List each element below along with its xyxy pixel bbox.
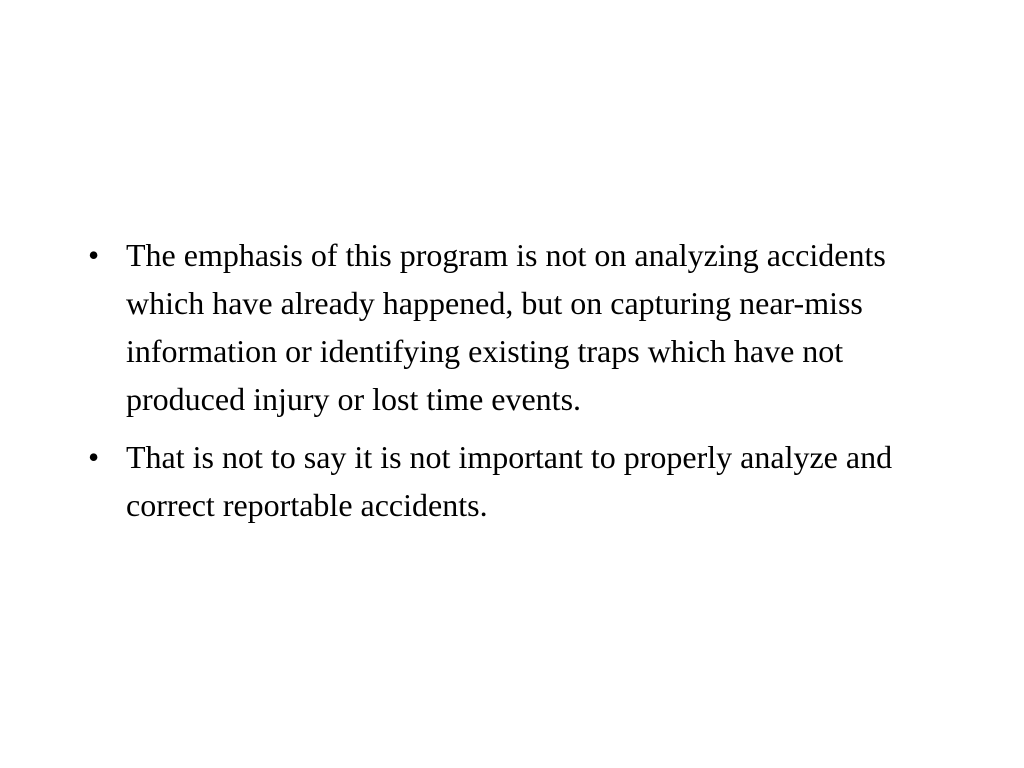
bullet-item xyxy=(88,433,928,529)
bullet-icon: • xyxy=(88,439,100,475)
bullet-list xyxy=(88,231,928,539)
bullet-text: The emphasis of this program is not on analyzing accidents which have already happened, but on capturing near-miss information or identifying existing traps which have not produced injury or lost time events. xyxy=(126,237,886,417)
bullet-icon: • xyxy=(88,237,100,273)
bullet-item xyxy=(88,231,928,423)
bullet-text: That is not to say it is not important to properly analyze and correct reportable accidents. xyxy=(126,439,893,523)
